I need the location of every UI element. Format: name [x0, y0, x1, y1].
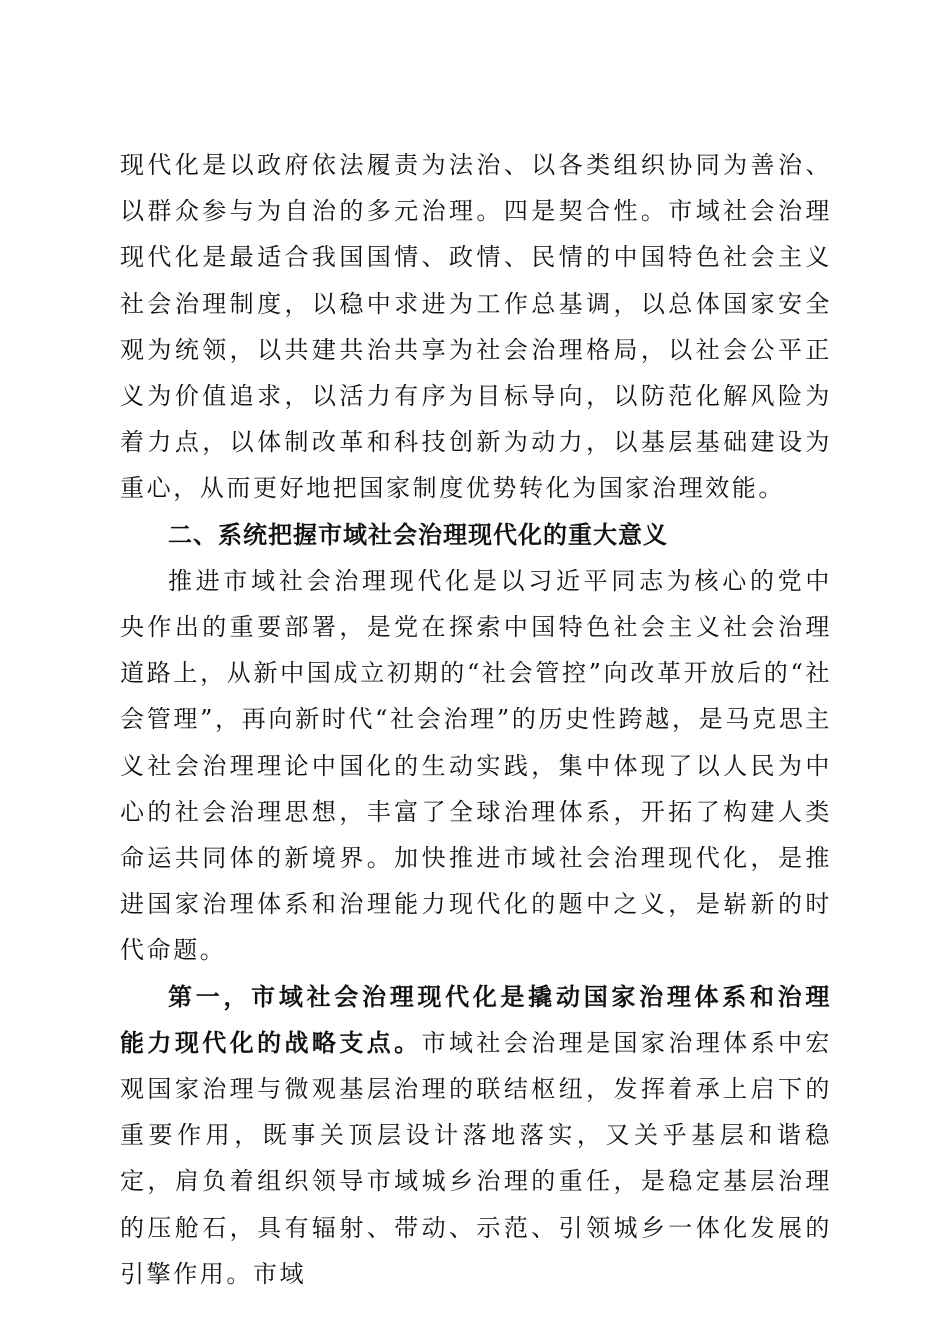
first-point-body: 市域社会治理是国家治理体系中宏观国家治理与微观基层治理的联结枢纽，发挥着承上启下的重要作用，既事关顶层设计落地落实，又关乎基层和谐稳定，肩负着组织领导市域城乡治理的重任，是稳定基层治理的压舱石，具有辐射、带动、示范、引领城乡一体化发展的引擎作用。市域 — [120, 1028, 832, 1288]
first-point-lead: 第一，市域社会治理现代化是撬动国家治理体系和治理能力现代化的战略支点。 — [120, 982, 832, 1057]
document-body — [120, 142, 832, 1297]
paragraph-first-point — [120, 974, 832, 1297]
section-heading: 二、系统把握市域社会治理现代化的重大意义 — [168, 520, 668, 549]
paragraph-significance: 推进市域社会治理现代化是以习近平同志为核心的党中央作出的重要部署，是党在探索中国特色社会主义社会治理道路上，从新中国成立初期的“社会管控”向改革开放后的“社会管理”，再向新时代“社会治理”的历史性跨越，是马克思主义社会治理理论中国化的生动实践，集中体现了以人民为中心的社会治理思想，丰富了全球治理体系，开拓了构建人类命运共同体的新境界。加快推进市域社会治理现代化，是推进国家治理体系和治理能力现代化的题中之义，是崭新的时代命题。 — [120, 566, 832, 965]
paragraph-continuation: 现代化是以政府依法履责为法治、以各类组织协同为善治、以群众参与为自治的多元治理。四是契合性。市域社会治理现代化是最适合我国国情、政情、民情的中国特色社会主义社会治理制度，以稳中求进为工作总基调，以总体国家安全观为统领，以共建共治共享为社会治理格局，以社会公平正义为价值追求，以活力有序为目标导向，以防范化解风险为着力点，以体制改革和科技创新为动力，以基层基础建设为重心，从而更好地把国家制度优势转化为国家治理效能。 — [120, 151, 832, 503]
